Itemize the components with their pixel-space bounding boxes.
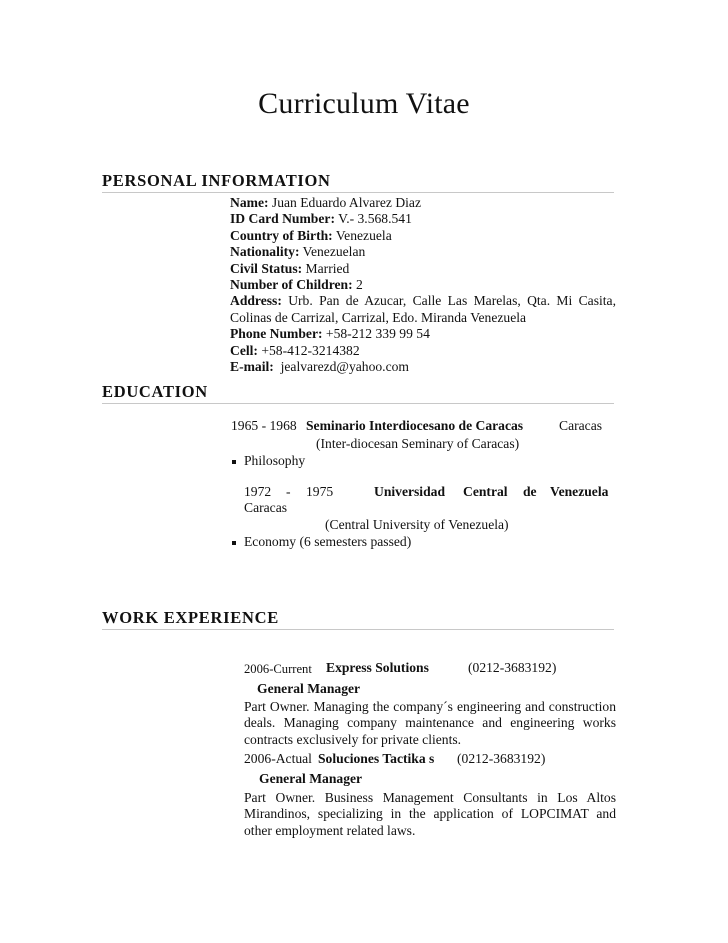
work-experience-heading: WORK EXPERIENCE bbox=[102, 608, 614, 630]
edu2-year-end: 1975 bbox=[306, 484, 334, 499]
civil-status-line bbox=[230, 261, 616, 277]
email-value: jealvarezd@yahoo.com bbox=[280, 359, 409, 375]
edu2-school-word: Venezuela bbox=[550, 484, 609, 499]
address-label: Address: bbox=[230, 293, 282, 309]
email-label: E-mail: bbox=[230, 359, 274, 375]
name-line bbox=[230, 195, 616, 211]
children-label: Number of Children: bbox=[230, 277, 353, 293]
nationality-value: Venezuelan bbox=[302, 244, 366, 260]
edu1-translation: (Inter-diocesan Seminary of Caracas) bbox=[316, 436, 520, 451]
job2-phone: (0212-3683192) bbox=[457, 751, 546, 766]
id-line bbox=[230, 211, 616, 227]
job1-company: Express Solutions bbox=[326, 660, 429, 675]
civil-status-label: Civil Status: bbox=[230, 260, 303, 276]
cell-line bbox=[230, 343, 616, 359]
bullet-icon bbox=[232, 460, 236, 464]
edu1-years: 1965 - 1968 bbox=[231, 418, 297, 433]
job1-description: Part Owner. Managing the company´s engineering and construction deals. Managing company maintenance and engineering works contracts exclusively for private clients. bbox=[244, 699, 616, 747]
job2-period: 2006-Actual bbox=[244, 751, 312, 766]
edu2-translation: (Central University of Venezuela) bbox=[325, 517, 509, 532]
children-line bbox=[230, 277, 616, 293]
country-label: Country of Birth: bbox=[230, 227, 333, 243]
edu2-school-word: Central bbox=[463, 484, 508, 499]
address-line bbox=[230, 293, 616, 326]
document-title: Curriculum Vitae bbox=[258, 87, 470, 120]
edu2-field: Economy (6 semesters passed) bbox=[244, 534, 412, 549]
id-label: ID Card Number: bbox=[230, 211, 335, 227]
address-value: Urb. Pan de Azucar, Calle Las Marelas, Qta. Mi Casita, Colinas de Carrizal, Carrizal, Edo. Miranda Venezuela bbox=[230, 293, 616, 325]
cell-label: Cell: bbox=[230, 342, 258, 358]
edu2-school-word: de bbox=[523, 484, 537, 499]
bullet-icon bbox=[232, 541, 236, 545]
edu2-city: Caracas bbox=[244, 500, 288, 515]
phone-label: Phone Number: bbox=[230, 326, 323, 342]
name-value: Juan Eduardo Alvarez Diaz bbox=[271, 195, 421, 210]
nationality-line bbox=[230, 244, 616, 260]
job2-role: General Manager bbox=[259, 771, 363, 786]
edu2-year-start: 1972 bbox=[244, 484, 272, 499]
edu1-school: Seminario Interdiocesano de Caracas bbox=[306, 418, 524, 433]
country-value: Venezuela bbox=[335, 227, 392, 243]
country-line bbox=[230, 228, 616, 244]
personal-info-block bbox=[230, 195, 616, 375]
name-label: Name: bbox=[230, 195, 269, 210]
personal-info-heading: PERSONAL INFORMATION bbox=[102, 171, 614, 193]
edu2-school-word: Universidad bbox=[374, 484, 446, 499]
job1-period: 2006-Current bbox=[244, 662, 312, 676]
children-value: 2 bbox=[356, 277, 363, 293]
education-heading: EDUCATION bbox=[102, 382, 614, 404]
job2-company: Soluciones Tactika s bbox=[318, 751, 435, 766]
id-value: V.- 3.568.541 bbox=[338, 211, 412, 227]
phone-value: +58-212 339 99 54 bbox=[325, 326, 430, 342]
edu2-dash: - bbox=[286, 484, 291, 499]
edu1-city: Caracas bbox=[559, 418, 603, 433]
job2-description: Part Owner. Business Management Consultants in Los Altos Mirandinos, specializing in the application of LOPCIMAT and other employment related laws. bbox=[244, 790, 616, 838]
email-line bbox=[230, 359, 616, 375]
nationality-label: Nationality: bbox=[230, 244, 300, 260]
civil-status-value: Married bbox=[305, 260, 350, 276]
phone-line bbox=[230, 326, 616, 342]
job1-role: General Manager bbox=[257, 681, 361, 696]
job1-phone: (0212-3683192) bbox=[468, 660, 557, 675]
cell-value: +58-412-3214382 bbox=[261, 342, 360, 358]
edu1-field: Philosophy bbox=[244, 453, 306, 468]
